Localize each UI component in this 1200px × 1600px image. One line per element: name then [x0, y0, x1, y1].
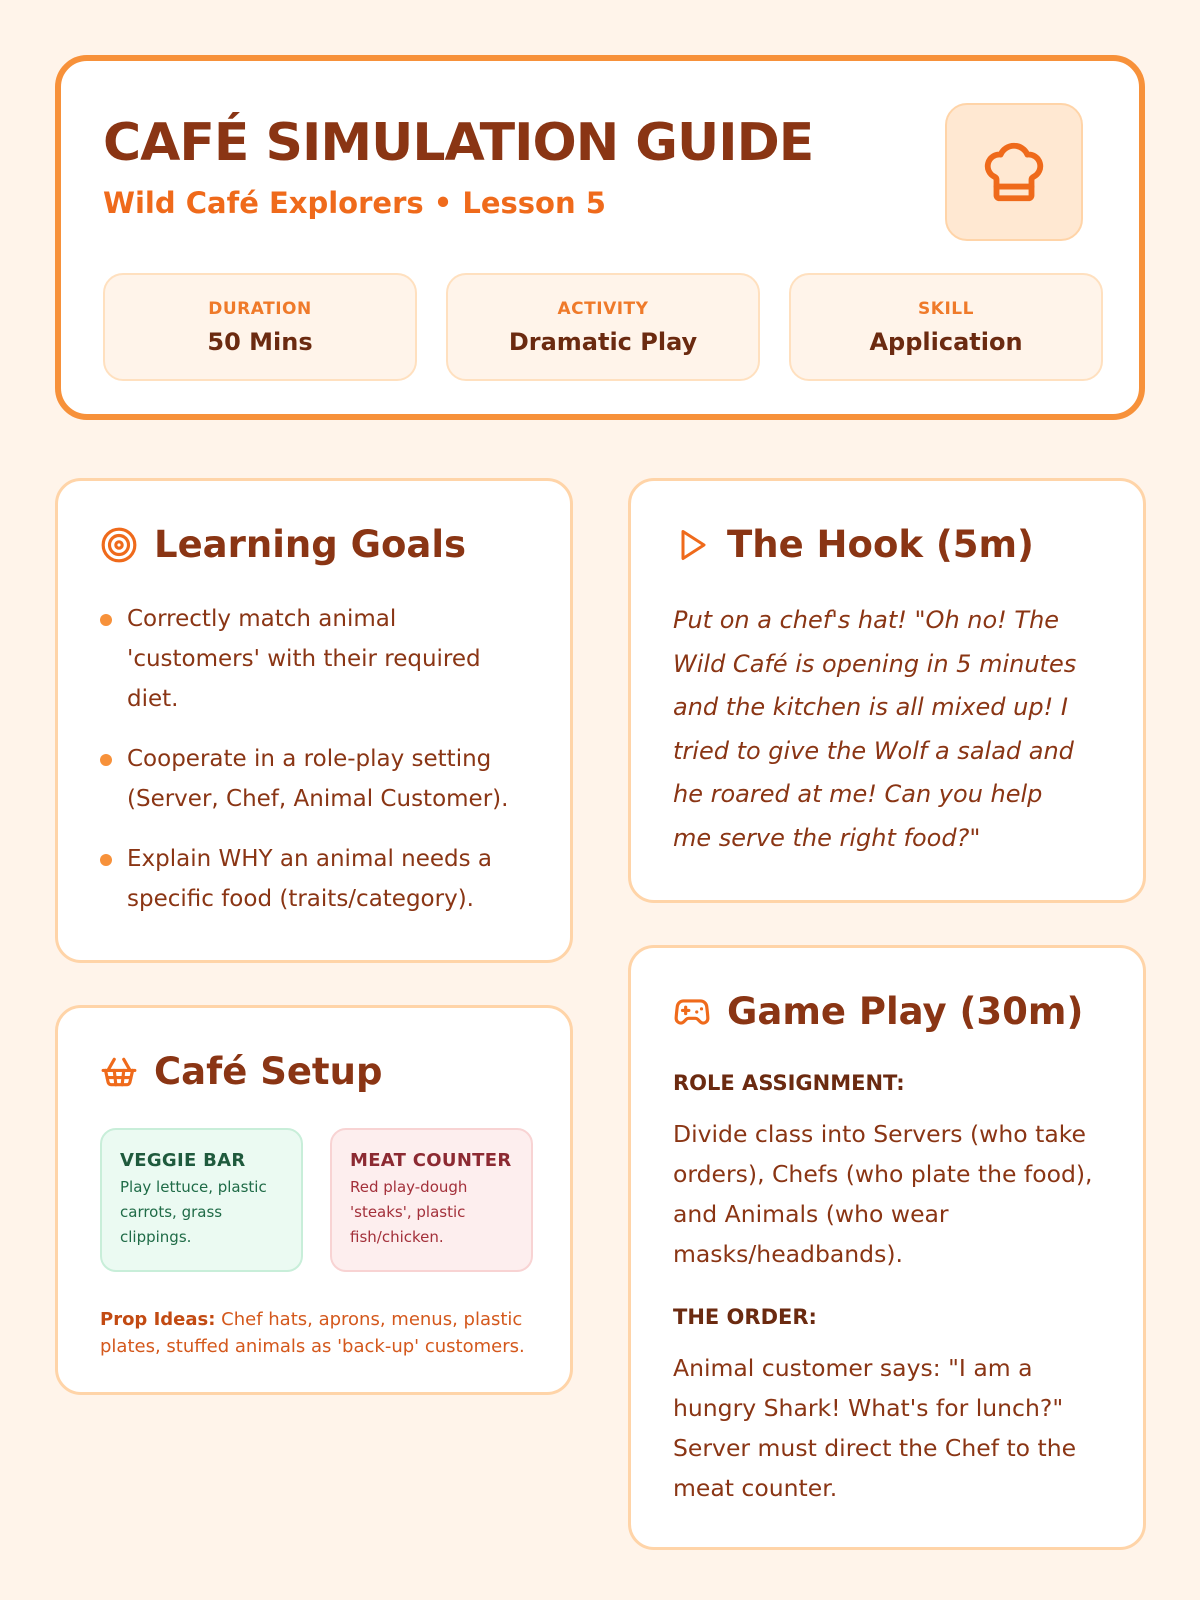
- list-item: Cooperate in a role-play setting (Server, Chef, Animal Customer).: [100, 739, 528, 819]
- list-item: Correctly match animal 'customers' with their required diet.: [100, 599, 528, 719]
- page-subtitle: Wild Café Explorers • Lesson 5: [103, 186, 606, 220]
- page-title: CAFÉ SIMULATION GUIDE: [103, 113, 814, 173]
- list-item: Explain WHY an animal needs a specific food (traits/category).: [100, 839, 528, 919]
- stat-label: DURATION: [208, 299, 312, 319]
- hook-title: The Hook (5m): [727, 523, 1034, 566]
- learning-goals-title: Learning Goals: [154, 523, 467, 566]
- the-order-label: THE ORDER:: [673, 1305, 817, 1329]
- target-icon: [100, 526, 138, 564]
- stat-activity: [446, 273, 760, 381]
- prop-ideas-text: Chef hats, aprons, menus, plastic plates, stuffed animals as 'back-up' customers.: [100, 1309, 525, 1357]
- stat-value: 50 Mins: [207, 328, 313, 356]
- play-icon: [673, 526, 711, 564]
- gamepad-icon: [673, 993, 711, 1031]
- basket-icon: [100, 1053, 138, 1091]
- the-order-text: Animal customer says: "I am a hungry Shark! What's for lunch?" Server must direct the Chef to the meat counter.: [673, 1354, 1077, 1502]
- stat-duration: [103, 273, 417, 381]
- chef-hat-badge: [945, 103, 1083, 241]
- stat-label: SKILL: [918, 299, 974, 319]
- hook-text: Put on a chef's hat! "Oh no! The Wild Café is opening in 5 minutes and the kitchen is all mixed up! I tried to give the Wolf a salad and he roared at me! Can you help me serve the right food?": [673, 606, 1077, 852]
- role-assignment-text: Divide class into Servers (who take orders), Chefs (who plate the food), and Animals (who wear masks/headbands).: [673, 1120, 1093, 1268]
- stat-skill: [789, 273, 1103, 381]
- cafe-setup-card: [55, 1005, 573, 1395]
- learning-goals-heading: [100, 523, 466, 566]
- prop-ideas: [100, 1306, 528, 1360]
- hook-heading: [673, 523, 1034, 566]
- game-play-card: [628, 945, 1146, 1550]
- learning-goals-card: [55, 478, 573, 963]
- veggie-bar-title: VEGGIE BAR: [120, 1150, 246, 1171]
- game-play-heading: [673, 990, 1083, 1033]
- veggie-bar-box: [100, 1128, 303, 1272]
- cafe-setup-heading: [100, 1050, 382, 1093]
- chef-hat-icon: [979, 137, 1049, 207]
- stat-value: Application: [869, 328, 1023, 356]
- meat-counter-text: Red play-dough 'steaks', plastic fish/chicken.: [350, 1178, 468, 1246]
- cafe-setup-title: Café Setup: [154, 1050, 383, 1093]
- role-assignment-label: ROLE ASSIGNMENT:: [673, 1071, 905, 1095]
- hook-card: [628, 478, 1146, 903]
- stat-label: ACTIVITY: [557, 299, 649, 319]
- meat-counter-box: [330, 1128, 533, 1272]
- stat-value: Dramatic Play: [508, 328, 698, 356]
- header-card: [55, 55, 1145, 420]
- prop-ideas-label: Prop Ideas:: [100, 1309, 216, 1330]
- game-play-title: Game Play (30m): [727, 990, 1084, 1033]
- veggie-bar-text: Play lettuce, plastic carrots, grass clippings.: [120, 1178, 267, 1246]
- meat-counter-title: MEAT COUNTER: [350, 1150, 512, 1171]
- goals-list: [100, 599, 528, 939]
